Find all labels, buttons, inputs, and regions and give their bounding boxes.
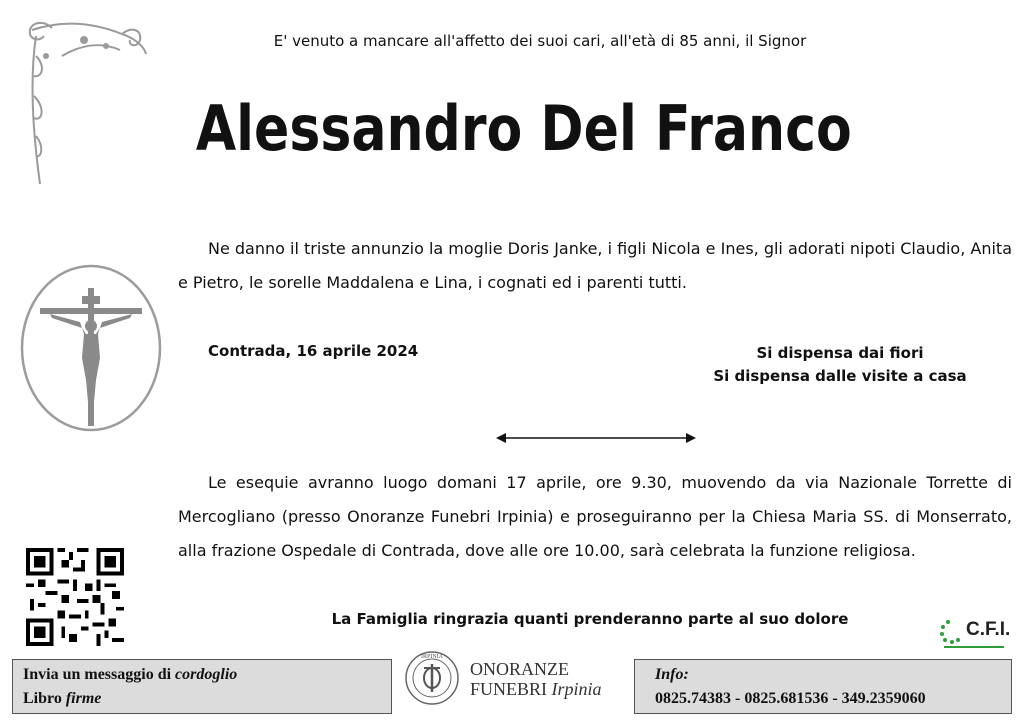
message-box[interactable] — [12, 659, 392, 714]
company-line1: ONORANZE — [470, 659, 569, 679]
logo-ring-text: IRPINIA — [421, 654, 443, 660]
ornament-corner-icon — [22, 16, 152, 188]
family-notice: Ne danno il triste annunzio la moglie Doris Janke, i figli Nicola e Ines, gli adorati nipoti Claudio, Anita e Pietro, le sorelle Maddalena e Lina, i cognati ed i parenti tutti. — [178, 239, 1012, 292]
cfi-logo-text: C.F.I. — [966, 619, 1011, 640]
send-condolence-link[interactable]: Invia un messaggio di cordoglio — [23, 666, 238, 683]
dispensa-visite: Si dispensa dalle visite a casa — [713, 367, 967, 385]
crucifix-icon — [18, 262, 164, 434]
qr-code-icon[interactable] — [26, 548, 124, 646]
guestbook-link[interactable]: Libro firme — [23, 690, 102, 707]
intro-text: E' venuto a mancare all'affetto dei suoi cari, all'età di 85 anni, il Signor — [273, 32, 807, 50]
onoranze-logo-icon — [404, 648, 460, 708]
company-name — [470, 659, 602, 699]
deceased-name: Alessandro Del Franco — [195, 92, 852, 165]
info-box — [634, 659, 1012, 714]
company-line2: FUNEBRI Irpinia — [470, 679, 602, 699]
phone-numbers[interactable]: 0825.74383 - 0825.681536 - 349.2359060 — [655, 690, 926, 707]
dispensa-fiori: Si dispensa dai fiori — [756, 344, 924, 362]
info-label: Info: — [655, 666, 689, 683]
thanks-message: La Famiglia ringrazia quanti prenderanno parte al suo dolore — [331, 610, 849, 628]
place-date: Contrada, 16 aprile 2024 — [208, 342, 419, 360]
double-arrow-icon — [494, 430, 698, 446]
funeral-details: Le esequie avranno luogo domani 17 aprile, ore 9.30, muovendo da via Nazionale Torrette di Mercogliano (presso Onoranze Funebri Irpinia) e proseguiranno per la Chiesa Maria SS. di Monserrato, alla frazione Ospedale di Contrada, dove alle ore 10.00, sarà celebrata la funzione religiosa. — [178, 473, 1012, 560]
dispensa-notes — [690, 342, 990, 388]
